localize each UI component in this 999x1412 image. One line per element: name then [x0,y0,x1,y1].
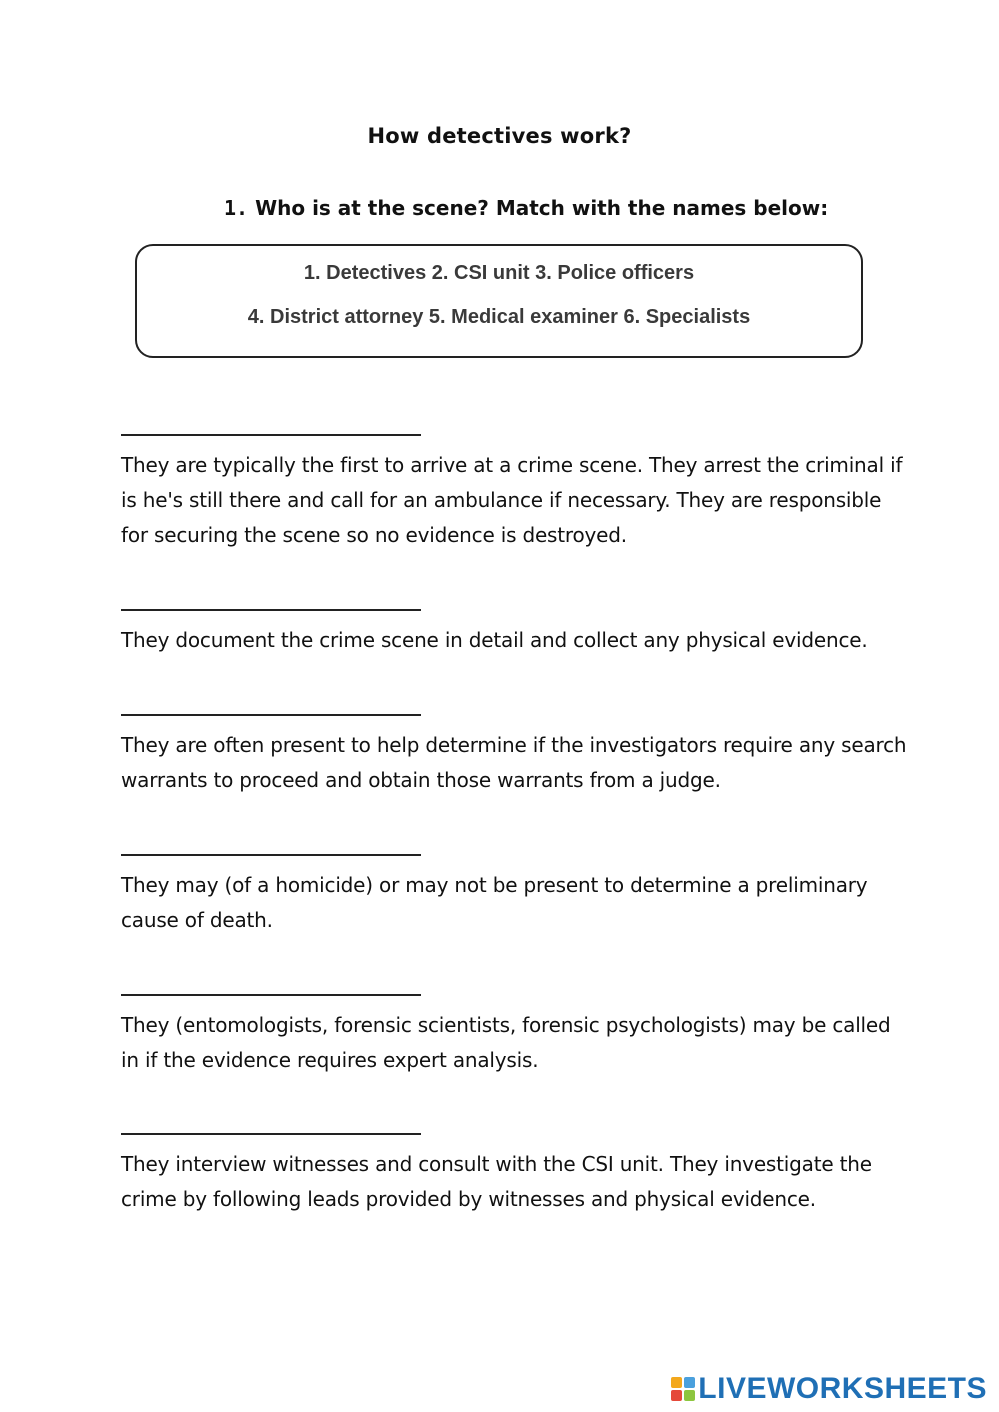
answer-blank-5[interactable] [121,994,421,996]
answer-blank-6[interactable] [121,1133,421,1135]
liveworksheets-logo [671,1372,987,1406]
match-description-5: They (entomologists, forensic scientists, forensic psychologists) may be called in if the evidence requires expert analysis. [121,1013,891,1072]
match-item-2 [121,609,911,658]
logo-square-1 [671,1377,682,1388]
question-1 [224,196,828,220]
logo-text: LIVEWORKSHEETS [698,1372,987,1405]
match-description-1: They are typically the first to arrive at a crime scene. They arrest the criminal if is he's still there and call for an ambulance if necessary. They are responsible for securing the scene so no evidence is destroyed. [121,453,903,547]
match-item-6 [121,1133,911,1217]
match-description-6: They interview witnesses and consult with the CSI unit. They investigate the crime by following leads provided by witnesses and physical evidence. [121,1152,872,1211]
answer-blank-3[interactable] [121,714,421,716]
logo-square-3 [671,1390,682,1401]
names-box [135,244,863,358]
logo-square-4 [684,1390,695,1401]
answer-blank-2[interactable] [121,609,421,611]
answer-blank-1[interactable] [121,434,421,436]
names-line-2: 4. District attorney 5. Medical examiner 6. Specialists [247,306,751,328]
match-item-3 [121,714,911,798]
match-item-1 [121,434,911,553]
answer-blank-4[interactable] [121,854,421,856]
match-description-2: They document the crime scene in detail and collect any physical evidence. [121,628,868,652]
logo-square-2 [684,1377,695,1388]
match-description-4: They may (of a homicide) or may not be present to determine a preliminary cause of death. [121,873,868,932]
question-text: Who is at the scene? Match with the names below: [255,196,829,220]
question-number: 1. [224,196,249,220]
match-description-3: They are often present to help determine if the investigators require any search warrants to proceed and obtain those warrants from a judge. [121,733,907,792]
names-line-1: 1. Detectives 2. CSI unit 3. Police officers [303,262,695,284]
worksheet-title: How detectives work? [367,124,632,148]
liveworksheets-logo-icon [671,1377,695,1401]
match-item-5 [121,994,911,1078]
match-item-4 [121,854,911,938]
